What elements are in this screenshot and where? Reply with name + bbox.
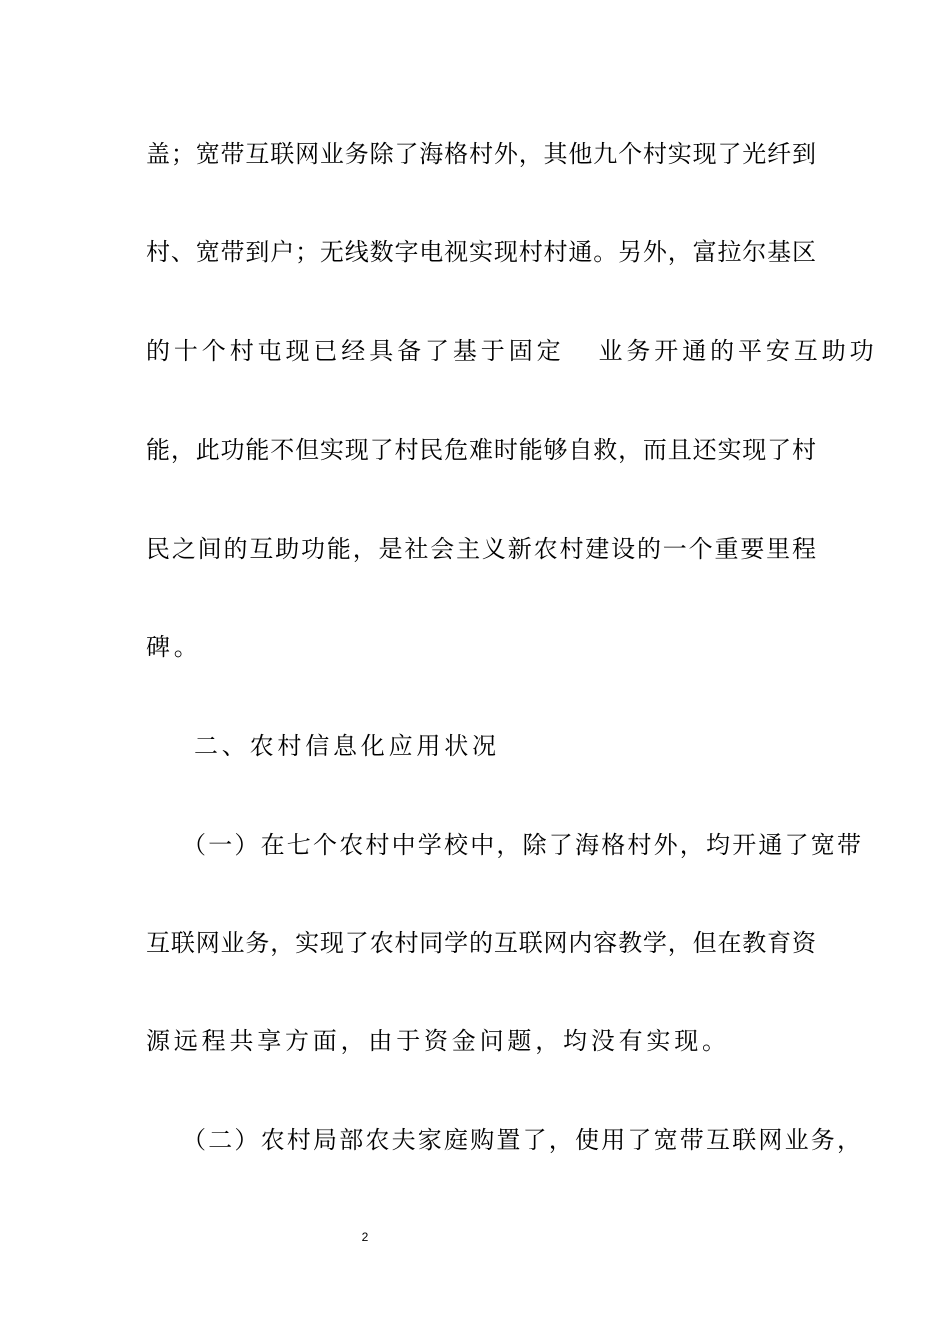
body-text-line: 盖；宽带互联网业务除了海格村外，其他九个村实现了光纤到 bbox=[146, 140, 816, 168]
body-text-line: （一）在七个农村中学校中，除了海格村外，均开通了宽带 bbox=[182, 831, 864, 859]
body-text-line: 源远程共享方面，由于资金问题，均没有实现。 bbox=[146, 1027, 730, 1055]
body-text-line: 能，此功能不但实现了村民危难时能够自救，而且还实现了村 bbox=[146, 436, 816, 464]
body-text-line: 民之间的互助功能，是社会主义新农村建设的一个重要里程 bbox=[146, 535, 816, 563]
body-text-segment: 的十个村屯现已经具备了基于固定 bbox=[146, 337, 565, 365]
body-text-line: 互联网业务，实现了农村同学的互联网内容教学，但在教育资 bbox=[146, 929, 816, 957]
body-text-line: （二）农村局部农夫家庭购置了，使用了宽带互联网业务， bbox=[182, 1126, 864, 1154]
page-number: 2 bbox=[361, 1230, 369, 1244]
body-text-line: 碑。 bbox=[146, 633, 202, 661]
body-text-segment: 业务开通的平安互助功 bbox=[598, 337, 878, 365]
section-heading: 二、农村信息化应用状况 bbox=[194, 732, 500, 760]
body-text-line: 村、宽带到户；无线数字电视实现村村通。另外，富拉尔基区 bbox=[146, 238, 816, 266]
body-text-line bbox=[146, 335, 878, 367]
